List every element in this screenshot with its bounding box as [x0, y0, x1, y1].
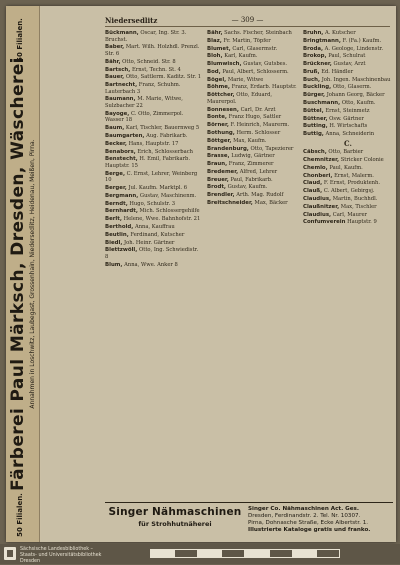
- directory-entry: [105, 185, 203, 192]
- directory-entry: [207, 184, 299, 191]
- entry-details: Franz, Schuhm. Lauterbach 3: [105, 82, 181, 95]
- entry-details: Carl, Glasermstr.: [232, 45, 278, 52]
- entry-name: Bürger,: [303, 92, 326, 99]
- entry-details: A. Kutscher: [324, 30, 356, 36]
- directory-entry: [105, 216, 203, 223]
- entry-name: Claudius,: [303, 196, 332, 203]
- directory-entry: [105, 224, 203, 231]
- entry-name: Baber,: [105, 44, 125, 51]
- ad-address-block: [248, 506, 393, 534]
- directory-entry: [105, 44, 203, 57]
- entry-details: Otto, Tapezierer: [250, 145, 294, 152]
- entry-name: Chonberi,: [303, 172, 333, 179]
- directory-entry: [303, 92, 393, 99]
- entry-name: Bruhn,: [303, 30, 324, 36]
- entry-name: Buschmann,: [303, 100, 341, 107]
- directory-entry: [105, 67, 203, 74]
- directory-entry: [303, 116, 393, 123]
- directory-entry: [105, 247, 203, 260]
- entry-details: Max, Tischler: [340, 203, 377, 210]
- entry-name: Brandenburg,: [207, 145, 249, 152]
- entry-details: Osw. Gärtner: [329, 115, 364, 122]
- directory-entry: [105, 262, 203, 269]
- ad-brand: Singer Nähmaschinen: [108, 506, 242, 518]
- entry-details: Max, Bäcker: [254, 200, 288, 206]
- ad-catalog: Illustrierte Kataloge gratis und franko.: [248, 527, 371, 533]
- entry-details: H. Wirtschafts: [329, 123, 368, 130]
- directory-entry: [207, 130, 299, 137]
- entry-details: Gustav, Arzt: [333, 61, 366, 68]
- entry-name: Buckling,: [303, 84, 332, 91]
- entry-name: Blaz,: [207, 37, 222, 44]
- directory-entry: [105, 240, 203, 247]
- entry-name: Büttner,: [303, 115, 328, 122]
- entry-details: C. Albert, Gebirgsj.: [323, 188, 375, 195]
- directory-entry: [303, 131, 393, 138]
- entry-details: Mich. Schlossergehilfe: [139, 208, 200, 215]
- entry-name: Bloh,: [207, 53, 223, 60]
- entry-details: Otto, Eduard, Maurerpol.: [207, 92, 273, 105]
- entry-name: Beutlin,: [105, 231, 129, 238]
- entry-details: Anna, Kauffrau: [134, 224, 175, 230]
- entry-name: Böhme,: [207, 84, 230, 91]
- directory-entry: [105, 201, 203, 208]
- directory-entry: [303, 30, 393, 37]
- entry-name: Brokop,: [303, 53, 327, 60]
- entry-name: Blettzwöll,: [105, 247, 138, 254]
- directory-entry: [207, 107, 299, 114]
- entry-name: Baumann,: [105, 96, 136, 103]
- entry-details: Ernst, Malerm.: [334, 172, 374, 179]
- entry-name: Brendler,: [207, 192, 235, 199]
- entry-name: Berthold,: [105, 224, 134, 230]
- running-head: Niedersedlitz: [105, 16, 158, 25]
- entry-details: Franz Hugo, Sattler: [228, 114, 282, 121]
- directory-entry: [207, 30, 299, 37]
- entry-details: Paul, Fabrikarb.: [230, 176, 273, 183]
- entry-details: Joh. Ingen. Maschinenbau: [321, 76, 391, 83]
- directory-entry: [207, 77, 299, 84]
- entry-name: Bonnesen,: [207, 106, 239, 113]
- entry-name: Bothung,: [207, 129, 235, 136]
- entry-details: Fr. Martin, Töpfer: [223, 37, 271, 44]
- directory-entry: [207, 122, 299, 129]
- entry-name: Benabors,: [105, 148, 136, 155]
- entry-details: Otto, Sattlerm. Kaditz. Str. 1: [125, 74, 202, 81]
- directory-entry: [207, 46, 299, 53]
- entry-details: Helene, Wwe. Bahnhofstr. 21: [123, 216, 201, 223]
- entry-name: Berlt,: [105, 216, 122, 223]
- directory-entry: [303, 53, 393, 60]
- entry-details: Carl, Dr. Arzt: [240, 106, 276, 113]
- entry-details: Otto, Glaserm.: [332, 84, 372, 91]
- directory-entry: [303, 38, 393, 45]
- ad-company: Singer Co. Nähmaschinen Act. Ges.: [248, 506, 359, 512]
- entry-name: Bartsch,: [105, 66, 131, 73]
- directory-entry: [105, 96, 203, 109]
- column-3: [303, 30, 393, 500]
- entry-name: Baum,: [105, 125, 125, 132]
- spine-banner: [6, 6, 40, 542]
- directory-entry: [303, 204, 393, 211]
- entry-name: Brasse,: [207, 153, 230, 160]
- entry-name: Böttcher,: [207, 92, 235, 99]
- entry-details: Oscar, Ing. Str. 3. Bruchst.: [105, 30, 187, 43]
- credit-line-2: Staats- und Universitätsbibliothek: [20, 553, 102, 558]
- directory-entry: [207, 92, 299, 105]
- entry-details: F. Heinrich, Maurerm.: [230, 122, 290, 129]
- directory-entry: [207, 169, 299, 176]
- entry-details: Jul. Kaufm. Marktpl. 6: [128, 185, 188, 192]
- entry-name: Broda,: [303, 45, 324, 52]
- directory-entry: [303, 149, 393, 156]
- entry-name: Chemnitzer,: [303, 157, 340, 164]
- entry-details: Max, Kaufm.: [233, 137, 267, 144]
- directory-entry: [303, 219, 393, 226]
- entry-name: Bähr,: [207, 30, 223, 36]
- directory-entry: [207, 114, 299, 121]
- entry-name: Blum,: [105, 261, 123, 268]
- entry-name: Clauß,: [303, 188, 323, 195]
- entry-details: Herm. Schlosser: [236, 129, 281, 136]
- entry-name: Blumet,: [207, 45, 231, 52]
- entry-name: Bringtmann,: [303, 37, 341, 44]
- directory-entry: [105, 193, 203, 200]
- entry-details: Joh. Heinr. Gärtner: [124, 239, 175, 246]
- directory-entry: [303, 212, 393, 219]
- entry-details: Franz, Erdarb. Hauptstr.: [231, 84, 297, 91]
- entry-details: Hauptstr. 9: [347, 219, 377, 226]
- directory-entry: [105, 111, 203, 124]
- entry-name: Confumverein: [303, 219, 346, 226]
- directory-entry: [303, 84, 393, 91]
- spine-filialen-bottom: 50 Filialen.: [15, 493, 24, 537]
- directory-entry: [303, 61, 393, 68]
- entry-name: Claud,: [303, 180, 323, 187]
- entry-details: Paul, Kaufm.: [329, 164, 363, 171]
- spine-advertisement: [8, 14, 36, 534]
- entry-name: Baumgarten,: [105, 133, 145, 139]
- entry-name: Böttger,: [207, 137, 232, 144]
- entry-details: Karl, Kaufm.: [224, 53, 258, 60]
- directory-entry: [105, 125, 203, 132]
- ad-subtitle: für Strohhutnäherei: [138, 520, 212, 528]
- section-heading: C.: [344, 138, 352, 148]
- entry-details: C. Ernst, Lehrer, Weinberg 10: [105, 170, 198, 184]
- entry-details: Ludwig, Gärtner: [231, 153, 275, 160]
- column-1: [105, 30, 203, 500]
- directory-entry: [303, 108, 393, 115]
- entry-details: Otto, Ing. Schwiedistr. 8: [105, 247, 199, 260]
- directory-entry: [303, 180, 393, 187]
- entry-details: Hans, Hauptstr. 17: [128, 140, 179, 147]
- entry-name: Buch,: [303, 76, 321, 83]
- directory-entry: [303, 46, 393, 53]
- directory-entry: [105, 59, 203, 66]
- directory-entry: [105, 30, 203, 43]
- entry-details: Anna, Schneiderin: [325, 131, 375, 138]
- entry-details: Ernst, Techn. St. 4: [131, 66, 181, 73]
- entry-name: Berndt,: [105, 200, 128, 207]
- directory-entry: [105, 149, 203, 156]
- directory-entry: [105, 74, 203, 81]
- ad-address-1: Dresden, Ferdinandstr. 2. Tel. Nr. 10307.: [248, 513, 361, 519]
- directory-entry: [105, 133, 203, 140]
- entry-details: Johann Georg, Bäcker: [326, 92, 385, 99]
- entry-details: A. Geologe, Lindenstr.: [324, 45, 384, 52]
- entry-name: Bauer,: [105, 74, 125, 81]
- entry-details: Otto, Barbier: [328, 149, 364, 156]
- entry-name: Börner,: [207, 122, 229, 129]
- entry-name: Claußnitzer,: [303, 203, 340, 210]
- entry-name: Bredemer,: [207, 168, 239, 175]
- entry-details: Gustav, Maschinenm.: [139, 192, 197, 199]
- entry-name: Brückner,: [303, 61, 332, 68]
- entry-details: Carl, Maurer: [332, 211, 368, 218]
- entry-name: Butting,: [303, 123, 328, 130]
- color-scale-bar: [150, 549, 340, 558]
- entry-details: Mart. Wilh. Holzhdl. Prenzl. Str. 6: [105, 44, 200, 57]
- directory-entry: [303, 157, 393, 164]
- entry-name: Berge,: [105, 170, 125, 177]
- entry-details: Hugo, Schulstr. 3: [129, 200, 176, 207]
- directory-entry: [207, 200, 299, 207]
- directory-entry: [207, 192, 299, 199]
- directory-entry: [303, 173, 393, 180]
- entry-name: Brodt,: [207, 184, 226, 191]
- entry-details: Franz, Zimmerer: [228, 161, 274, 168]
- directory-entry: [303, 100, 393, 107]
- entry-name: Breitschneider,: [207, 200, 253, 206]
- entry-details: C. Otto, Zimmerpol. Wasser 18: [105, 110, 184, 124]
- entry-details: Erich, Schlosserbach: [137, 148, 193, 155]
- entry-details: Ferdinand, Kutscher: [130, 231, 185, 238]
- entry-details: Paul, Schulrat: [328, 53, 366, 60]
- entry-name: Bartnecht,: [105, 82, 138, 89]
- directory-page: [41, 6, 396, 542]
- entry-details: Alfred, Lehrer: [239, 168, 278, 175]
- entry-name: Chemlo,: [303, 164, 328, 171]
- directory-entry: [303, 123, 393, 130]
- credit-line-1: Sächsische Landesbibliothek –: [20, 547, 93, 552]
- directory-entry: [105, 141, 203, 148]
- column-2: [207, 30, 299, 500]
- library-footer: [0, 544, 400, 564]
- entry-details: Martin, Buchhdl.: [332, 196, 378, 203]
- entry-name: Bähr,: [105, 58, 121, 65]
- ad-address-2: Pirna, Dohnasche Straße, Ecke Albertstr. 1.: [248, 520, 369, 526]
- entry-details: Paul, Albert, Schlosserm.: [222, 68, 289, 75]
- directory-entry: [105, 82, 203, 95]
- entry-details: H. Emil, Fabrikarb. Hauptstr. 15: [105, 156, 190, 169]
- entry-name: Berger,: [105, 185, 127, 192]
- entry-name: Braun,: [207, 161, 228, 168]
- entry-name: Bonte,: [207, 114, 227, 121]
- entry-name: Büttel,: [303, 107, 324, 114]
- entry-name: Cäbsch,: [303, 149, 327, 156]
- entry-details: Marie, Witwe: [227, 76, 264, 83]
- spine-filialen-top: 50 Filialen.: [15, 18, 24, 62]
- entry-name: Bergmann,: [105, 192, 139, 199]
- singer-advertisement: [105, 502, 393, 541]
- entry-name: Bückmann,: [105, 30, 139, 36]
- entry-name: Bod,: [207, 68, 221, 75]
- entry-name: Bernhardt,: [105, 208, 138, 215]
- spine-sub-text: Annahmen in Loschwitz, Laubegast, Grossenhain, Niedersedlitz, Heidenau, Meißen, Pirna.: [29, 139, 36, 409]
- book-scan: [6, 6, 396, 542]
- credit-line-3: Dresden: [20, 559, 41, 564]
- entry-name: Blumwisch,: [207, 61, 242, 68]
- entry-name: Bögel,: [207, 76, 227, 83]
- entry-details: Aug. Fabrikarb.: [146, 133, 188, 139]
- directory-entry: [207, 138, 299, 145]
- entry-name: Bruß,: [303, 68, 320, 75]
- directory-entry: [105, 171, 203, 184]
- directory-entry: [207, 153, 299, 160]
- page-header: [105, 16, 390, 27]
- directory-entry: [303, 77, 393, 84]
- entry-name: Breuer,: [207, 176, 229, 183]
- directory-entry: [207, 53, 299, 60]
- directory-entry: [303, 188, 393, 195]
- directory-entry: [207, 146, 299, 153]
- entry-details: Sachs. Fischer, Steinbach: [224, 30, 292, 36]
- directory-entry: [207, 84, 299, 91]
- library-logo-icon: [4, 547, 16, 560]
- entry-details: Ernst, Steinmetz: [325, 107, 370, 114]
- directory-entry: [303, 165, 393, 172]
- entry-details: F. Ernst, Produktenh.: [323, 180, 380, 187]
- directory-entry: [105, 232, 203, 239]
- spine-main-text: Färberei Paul Märksch, Dresden, Wäscherei: [8, 57, 28, 491]
- entry-name: Biedl,: [105, 239, 123, 246]
- entry-name: Becker,: [105, 140, 127, 147]
- directory-entry: [105, 208, 203, 215]
- entry-details: Anna, Wwe. Anker 8: [124, 261, 178, 268]
- entry-details: Gustav, Gutsbes.: [243, 61, 288, 68]
- entry-details: Ed. Händler: [321, 68, 354, 75]
- entry-details: F. (Fa.) Kaufm.: [342, 37, 382, 44]
- directory-entry: [207, 61, 299, 68]
- entry-details: Otto, Schneid. Str. 8: [122, 58, 176, 65]
- directory-entry: [207, 38, 299, 45]
- entry-name: Buttig,: [303, 131, 324, 138]
- entry-details: Stricker Colonie: [340, 157, 384, 164]
- directory-entry: [303, 69, 393, 76]
- entry-name: Bayoge,: [105, 110, 130, 117]
- directory-entry: [105, 156, 203, 169]
- directory-entry: [207, 69, 299, 76]
- entry-details: M. Marie, Witwe, Sulzbacher 22: [105, 96, 183, 110]
- directory-entry: [207, 161, 299, 168]
- directory-entry: [303, 196, 393, 203]
- entry-details: Arth. Mag. Rudolf: [236, 192, 284, 199]
- library-credit: [20, 547, 101, 565]
- entry-name: Benstecht,: [105, 156, 138, 163]
- page-number: — 309 —: [231, 16, 264, 24]
- entry-details: Otto, Kaufm.: [341, 100, 376, 107]
- directory-entry: [207, 177, 299, 184]
- entry-name: Claudius,: [303, 211, 332, 218]
- entry-details: Gustav, Kaufm.: [227, 184, 268, 191]
- ad-brand-block: [105, 506, 245, 528]
- entry-details: Karl, Tischler, Bauernweg 5: [125, 125, 200, 132]
